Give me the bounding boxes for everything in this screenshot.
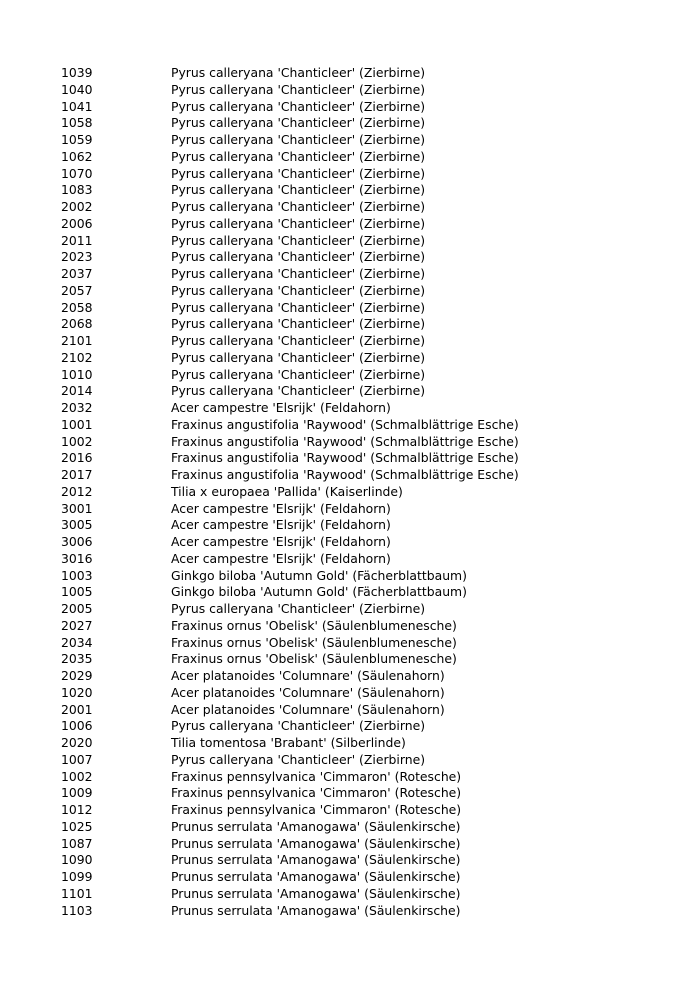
tree-number: 1062 <box>61 148 93 164</box>
tree-number: 1009 <box>61 785 93 801</box>
tree-species: Pyrus calleryana 'Chanticleer' (Zierbirne) <box>171 98 426 114</box>
list-row <box>61 316 681 333</box>
tree-number: 2005 <box>61 601 93 616</box>
tree-species: Fraxinus angustifolia 'Raywood' (Schmalblättrige Esche) <box>171 433 519 449</box>
list-row <box>61 484 681 501</box>
list-row <box>61 115 681 132</box>
list-row <box>61 132 681 149</box>
tree-species: Pyrus calleryana 'Chanticleer' (Zierbirne) <box>171 282 426 298</box>
tree-species: Fraxinus angustifolia 'Raywood' (Schmalblättrige Esche) <box>171 416 519 432</box>
list-row <box>61 702 681 719</box>
list-row <box>61 735 681 752</box>
tree-species: Pyrus calleryana 'Chanticleer' (Zierbirne) <box>171 148 426 164</box>
tree-number: 1020 <box>61 684 93 700</box>
list-row <box>61 517 681 534</box>
tree-number: 2068 <box>61 316 93 332</box>
list-row <box>61 467 681 484</box>
tree-number: 2034 <box>61 634 93 650</box>
tree-species: Fraxinus pennsylvanica 'Cimmaron' (Rotesche) <box>171 768 462 784</box>
list-row <box>61 450 681 467</box>
tree-number: 1002 <box>61 433 93 449</box>
tree-number: 2037 <box>61 266 93 281</box>
tree-number: 1007 <box>61 751 93 767</box>
tree-species: Pyrus calleryana 'Chanticleer' (Zierbirne) <box>171 266 426 281</box>
tree-number: 2020 <box>61 735 93 750</box>
tree-species: Prunus serrulata 'Amanogawa' (Säulenkirsche) <box>171 818 461 834</box>
tree-species: Prunus serrulata 'Amanogawa' (Säulenkirsche) <box>171 869 461 884</box>
tree-species: Pyrus calleryana 'Chanticleer' (Zierbirne) <box>171 383 426 399</box>
list-row <box>61 584 681 601</box>
tree-number: 2002 <box>61 199 93 214</box>
list-row <box>61 618 681 635</box>
tree-species: Pyrus calleryana 'Chanticleer' (Zierbirne) <box>171 182 426 198</box>
list-row <box>61 819 681 836</box>
tree-species: Fraxinus angustifolia 'Raywood' (Schmalblättrige Esche) <box>171 467 519 482</box>
tree-number: 1025 <box>61 818 93 834</box>
list-row <box>61 383 681 400</box>
list-row <box>61 182 681 199</box>
list-row <box>61 283 681 300</box>
tree-number: 2014 <box>61 383 93 399</box>
tree-number: 1003 <box>61 567 93 583</box>
list-row <box>61 635 681 652</box>
tree-species: Pyrus calleryana 'Chanticleer' (Zierbirne) <box>171 299 426 315</box>
tree-number: 1087 <box>61 835 93 851</box>
tree-species: Pyrus calleryana 'Chanticleer' (Zierbirne) <box>171 215 426 231</box>
tree-species: Acer campestre 'Elsrijk' (Feldahorn) <box>171 534 391 549</box>
list-row <box>61 417 681 434</box>
tree-number: 2012 <box>61 483 93 499</box>
tree-number: 2102 <box>61 349 93 365</box>
tree-species: Pyrus calleryana 'Chanticleer' (Zierbirne) <box>171 199 426 214</box>
tree-species: Pyrus calleryana 'Chanticleer' (Zierbirne) <box>171 232 426 248</box>
tree-number: 1041 <box>61 98 93 114</box>
list-row <box>61 65 681 82</box>
tree-species: Pyrus calleryana 'Chanticleer' (Zierbirne) <box>171 115 426 131</box>
list-row <box>61 166 681 183</box>
tree-species: Pyrus calleryana 'Chanticleer' (Zierbirne) <box>171 333 426 348</box>
tree-species: Tilia tomentosa 'Brabant' (Silberlinde) <box>171 735 406 750</box>
tree-number: 1039 <box>61 65 93 80</box>
tree-species: Prunus serrulata 'Amanogawa' (Säulenkirsche) <box>171 902 461 918</box>
tree-number: 1001 <box>61 416 93 432</box>
list-row <box>61 216 681 233</box>
list-row <box>61 266 681 283</box>
list-row <box>61 367 681 384</box>
tree-number: 3006 <box>61 534 93 549</box>
tree-number: 2035 <box>61 651 93 667</box>
list-row <box>61 752 681 769</box>
tree-species: Acer platanoides 'Columnare' (Säulenahorn) <box>171 684 445 700</box>
tree-species: Prunus serrulata 'Amanogawa' (Säulenkirsche) <box>171 885 461 901</box>
tree-number: 1005 <box>61 584 93 600</box>
tree-number: 3016 <box>61 550 93 566</box>
tree-species: Acer campestre 'Elsrijk' (Feldahorn) <box>171 550 391 566</box>
tree-list <box>61 65 681 919</box>
list-row <box>61 350 681 367</box>
list-row <box>61 601 681 618</box>
list-row <box>61 802 681 819</box>
list-row <box>61 769 681 786</box>
tree-species: Prunus serrulata 'Amanogawa' (Säulenkirsche) <box>171 835 461 851</box>
tree-species: Acer platanoides 'Columnare' (Säulenahorn) <box>171 668 445 683</box>
list-row <box>61 785 681 802</box>
tree-number: 1099 <box>61 869 93 884</box>
tree-number: 2032 <box>61 400 93 415</box>
tree-number: 1040 <box>61 81 93 97</box>
tree-number: 1012 <box>61 802 93 817</box>
list-row <box>61 534 681 551</box>
tree-species: Acer campestre 'Elsrijk' (Feldahorn) <box>171 500 391 516</box>
list-row <box>61 333 681 350</box>
tree-species: Pyrus calleryana 'Chanticleer' (Zierbirne) <box>171 81 426 97</box>
tree-number: 2029 <box>61 668 93 683</box>
tree-number: 2011 <box>61 232 93 248</box>
tree-species: Fraxinus pennsylvanica 'Cimmaron' (Rotesche) <box>171 785 462 801</box>
list-row <box>61 836 681 853</box>
tree-number: 2101 <box>61 333 93 348</box>
list-row <box>61 501 681 518</box>
tree-species: Pyrus calleryana 'Chanticleer' (Zierbirne) <box>171 601 426 616</box>
list-row <box>61 199 681 216</box>
tree-species: Pyrus calleryana 'Chanticleer' (Zierbirne) <box>171 132 426 147</box>
tree-number: 1059 <box>61 132 93 147</box>
tree-number: 1002 <box>61 768 93 784</box>
list-row <box>61 434 681 451</box>
tree-number: 1010 <box>61 366 93 382</box>
tree-species: Pyrus calleryana 'Chanticleer' (Zierbirne) <box>171 316 426 332</box>
list-row <box>61 82 681 99</box>
list-row <box>61 852 681 869</box>
list-row <box>61 551 681 568</box>
tree-number: 1006 <box>61 718 93 734</box>
tree-number: 2023 <box>61 249 93 265</box>
list-row <box>61 685 681 702</box>
tree-number: 2006 <box>61 215 93 231</box>
tree-number: 3001 <box>61 500 93 516</box>
tree-species: Pyrus calleryana 'Chanticleer' (Zierbirne) <box>171 249 426 265</box>
list-row <box>61 718 681 735</box>
list-row <box>61 886 681 903</box>
tree-number: 1101 <box>61 885 93 901</box>
list-row <box>61 233 681 250</box>
tree-number: 3005 <box>61 517 93 533</box>
tree-species: Pyrus calleryana 'Chanticleer' (Zierbirne) <box>171 366 426 382</box>
tree-number: 2057 <box>61 282 93 298</box>
list-row <box>61 99 681 116</box>
tree-species: Acer platanoides 'Columnare' (Säulenahorn) <box>171 701 445 717</box>
tree-species: Fraxinus ornus 'Obelisk' (Säulenblumenesche) <box>171 634 457 650</box>
tree-species: Ginkgo biloba 'Autumn Gold' (Fächerblattbaum) <box>171 584 467 600</box>
tree-species: Fraxinus ornus 'Obelisk' (Säulenblumenesche) <box>171 617 457 633</box>
tree-number: 1103 <box>61 902 93 918</box>
tree-number: 2016 <box>61 450 93 466</box>
list-row <box>61 903 681 920</box>
tree-species: Pyrus calleryana 'Chanticleer' (Zierbirne) <box>171 165 426 181</box>
tree-species: Ginkgo biloba 'Autumn Gold' (Fächerblattbaum) <box>171 567 467 583</box>
tree-number: 2017 <box>61 467 93 482</box>
tree-species: Fraxinus angustifolia 'Raywood' (Schmalblättrige Esche) <box>171 450 519 466</box>
tree-number: 1090 <box>61 852 93 868</box>
tree-number: 1070 <box>61 165 93 181</box>
tree-species: Fraxinus ornus 'Obelisk' (Säulenblumenesche) <box>171 651 457 667</box>
list-row <box>61 300 681 317</box>
list-row <box>61 668 681 685</box>
tree-species: Acer campestre 'Elsrijk' (Feldahorn) <box>171 517 391 533</box>
tree-number: 1083 <box>61 182 93 198</box>
tree-species: Pyrus calleryana 'Chanticleer' (Zierbirne) <box>171 751 426 767</box>
tree-number: 2058 <box>61 299 93 315</box>
tree-number: 2027 <box>61 617 93 633</box>
list-row <box>61 400 681 417</box>
tree-species: Pyrus calleryana 'Chanticleer' (Zierbirne) <box>171 65 426 80</box>
list-row <box>61 249 681 266</box>
tree-species: Fraxinus pennsylvanica 'Cimmaron' (Rotesche) <box>171 802 462 817</box>
tree-species: Tilia x europaea 'Pallida' (Kaiserlinde) <box>171 483 403 499</box>
tree-species: Pyrus calleryana 'Chanticleer' (Zierbirne) <box>171 349 426 365</box>
tree-species: Prunus serrulata 'Amanogawa' (Säulenkirsche) <box>171 852 461 868</box>
list-row <box>61 651 681 668</box>
list-row <box>61 568 681 585</box>
tree-species: Pyrus calleryana 'Chanticleer' (Zierbirne) <box>171 718 426 734</box>
list-row <box>61 149 681 166</box>
tree-number: 2001 <box>61 701 93 717</box>
tree-number: 1058 <box>61 115 93 131</box>
list-row <box>61 869 681 886</box>
tree-species: Acer campestre 'Elsrijk' (Feldahorn) <box>171 400 391 415</box>
